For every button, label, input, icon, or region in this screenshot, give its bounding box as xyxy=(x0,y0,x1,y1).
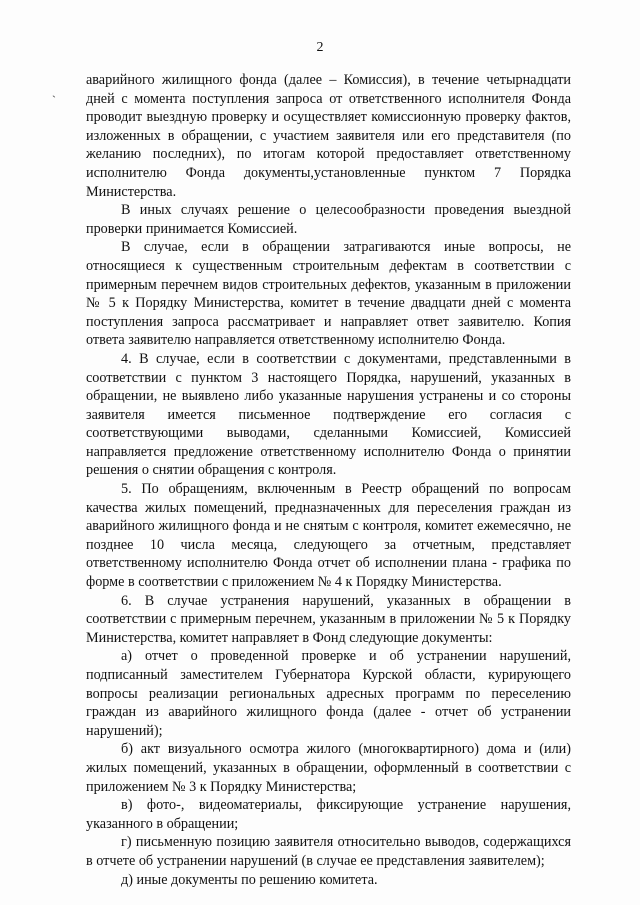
document-body xyxy=(86,71,571,889)
paragraph-item-6g: г) письменную позицию заявителя относительно выводов, содержащихся в отчете об устранении нарушений (в случае ее представления заявителем); xyxy=(86,834,571,869)
paragraph-item-6b: б) акт визуального осмотра жилого (многоквартирного) дома и (или) жилых помещений, указанных в обращении, оформленный в соответствии с приложением № 3 к Порядку Министерства; xyxy=(86,741,571,795)
paragraph-item-4: 4. В случае, если в соответствии с документами, представленными в соответствии с пунктом 3 настоящего Порядка, нарушений, указанных в обращении, не выявлено либо указанные нарушения устранены и со стороны заявителя имеется письменное подтверждение его согласия с соответствующими выводами, сделанными Комиссией, Комиссией направляется предложение ответственному исполнителю Фонда о принятии решения о снятии обращения с контроля. xyxy=(86,350,571,479)
paragraph-item-6a: а) отчет о проведенной проверке и об устранении нарушений, подписанный заместителем Губернатора Курской области, курирующего вопросы реализации региональных адресных программ по переселению граждан из аварийного жилищного фонда (далее - отчет об устранении нарушений); xyxy=(86,648,571,739)
paragraph-continuation: аварийного жилищного фонда (далее – Комиссия), в течение четырнадцати дней с момента поступления запроса от ответственного исполнителя Фонда проводит выездную проверку и осуществляет комиссионную проверку фактов, изложенных в обращении, с участием заявителя или его представителя (по желанию последних), по итогам которой предоставляет ответственному исполнителю Фонда документы,установленные пунктом 7 Порядка Министерства. xyxy=(86,72,571,200)
paragraph-item-6d: д) иные документы по решению комитета. xyxy=(121,871,378,888)
paragraph-item-6v: в) фото-, видеоматериалы, фиксирующие устранение нарушения, указанного в обращении; xyxy=(86,797,571,832)
margin-mark: ˎ xyxy=(52,84,56,98)
paragraph-item-5: 5. По обращениям, включенным в Реестр обращений по вопросам качества жилых помещений, предназначенных для переселения граждан из аварийного жилищного фонда и не снятым с контроля, комитет ежемесячно, не позднее 10 числа месяца, следующего за отчетным, представляет ответственному исполнителю Фонда отчет об исполнении плана - графика по форме в соответствии с приложением № 4 к Порядку Министерства. xyxy=(86,481,571,591)
paragraph-other-cases: В иных случаях решение о целесообразности проведения выездной проверки принимается Комиссией. xyxy=(86,202,571,237)
paragraph-other-questions: В случае, если в обращении затрагиваются иные вопросы, не относящиеся к существенным строительным дефектам в соответствии с примерным перечнем видов строительных дефектов, указанным в приложении № 5 к Порядку Министерства, комитет в течение двадцати дней с момента поступления запроса рассматривает и направляет ответ заявителю. Копия ответа заявителю направляется ответственному исполнителю Фонда. xyxy=(86,239,571,349)
page-number: 2 xyxy=(316,40,324,55)
paragraph-item-6: 6. В случае устранения нарушений, указанных в обращении в соответствии с примерным перечнем, указанным в приложении № 5 к Порядку Министерства, комитет направляет в Фонд следующие документы: xyxy=(86,592,571,646)
